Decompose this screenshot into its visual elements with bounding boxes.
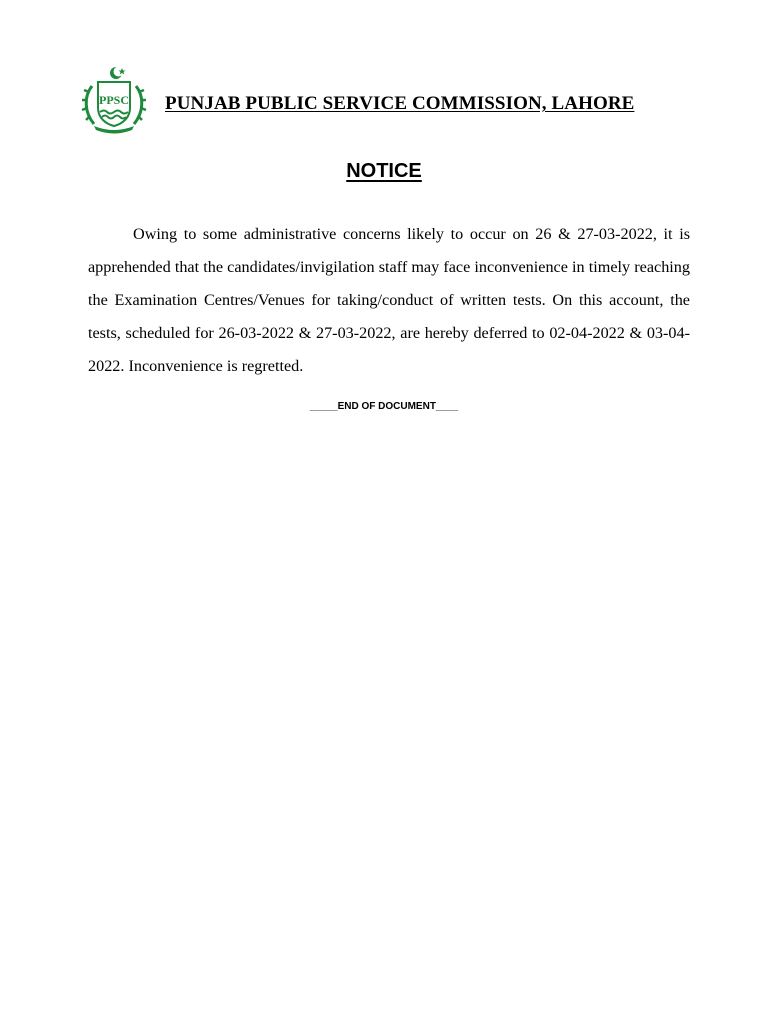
notice-heading: NOTICE [346, 160, 422, 182]
ppsc-logo [78, 64, 150, 136]
ppsc-emblem-icon [78, 64, 150, 136]
logo-lettering: PPSC [99, 93, 129, 107]
notice-body: Owing to some administrative concerns likely to occur on 26 & 27-03-2022, it is apprehended that the candidates/invigilation staff may face inconvenience in timely reaching the Examination Centres/Venues for taking/conduct of written tests. On this account, the tests, scheduled for 26-03-2022 & 27-03-2022, are hereby deferred to 02-04-2022 & 03-04-2022. Inconvenience is regretted. [88, 225, 690, 375]
end-of-document-marker: _____END OF DOCUMENT____ [309, 401, 459, 412]
organization-title: PUNJAB PUBLIC SERVICE COMMISSION, LAHORE [165, 93, 635, 114]
